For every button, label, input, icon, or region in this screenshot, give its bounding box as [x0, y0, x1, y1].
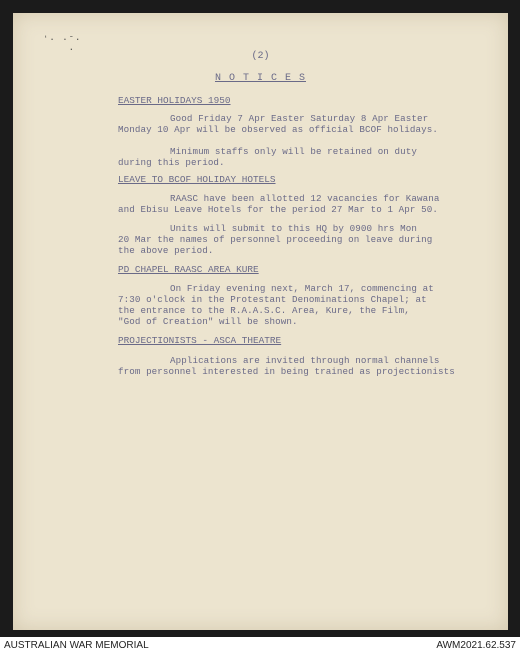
section-easter-para-1: Good Friday 7 Apr Easter Saturday 8 Apr Easter Monday 10 Apr will be observed as official BCOF holidays.: [118, 113, 438, 135]
section-heading-projectionists: PROJECTIONISTS - ASCA THEATRE: [118, 335, 282, 346]
section-heading-chapel: PD CHAPEL RAASC AREA KURE: [118, 264, 259, 275]
section-projectionists-para-1: Applications are invited through normal channels from personnel interested in being trained as projectionists: [118, 355, 455, 377]
section-leave-para-1: RAASC have been allotted 12 vacancies for Kawana and Ebisu Leave Hotels for the period 27 Mar to 1 Apr 50.: [118, 193, 440, 215]
page-number: (2): [251, 51, 270, 62]
section-easter-para-2: Minimum staffs only will be retained on duty during this period.: [118, 146, 417, 168]
archive-name: AUSTRALIAN WAR MEMORIAL: [4, 640, 149, 651]
document-page: [13, 13, 508, 630]
archive-footer: [0, 637, 520, 653]
page-title: N O T I C E S: [214, 73, 306, 84]
archive-reference: AWM2021.62.537: [436, 640, 516, 651]
section-heading-leave: LEAVE TO BCOF HOLIDAY HOTELS: [118, 174, 276, 185]
handwritten-marks: ʻ· ·ˉ· ·: [43, 35, 82, 55]
section-chapel-para-1: On Friday evening next, March 17, commencing at 7:30 o'clock in the Protestant Denominations Chapel; at the entrance to the R.A.A.S.C. Area, Kure, the Film, "God of Creation" will be shown.: [118, 283, 434, 327]
section-leave-para-2: Units will submit to this HQ by 0900 hrs Mon 20 Mar the names of personnel proceeding on leave during the above period.: [118, 223, 433, 256]
section-heading-easter: EASTER HOLIDAYS 1950: [118, 95, 231, 106]
